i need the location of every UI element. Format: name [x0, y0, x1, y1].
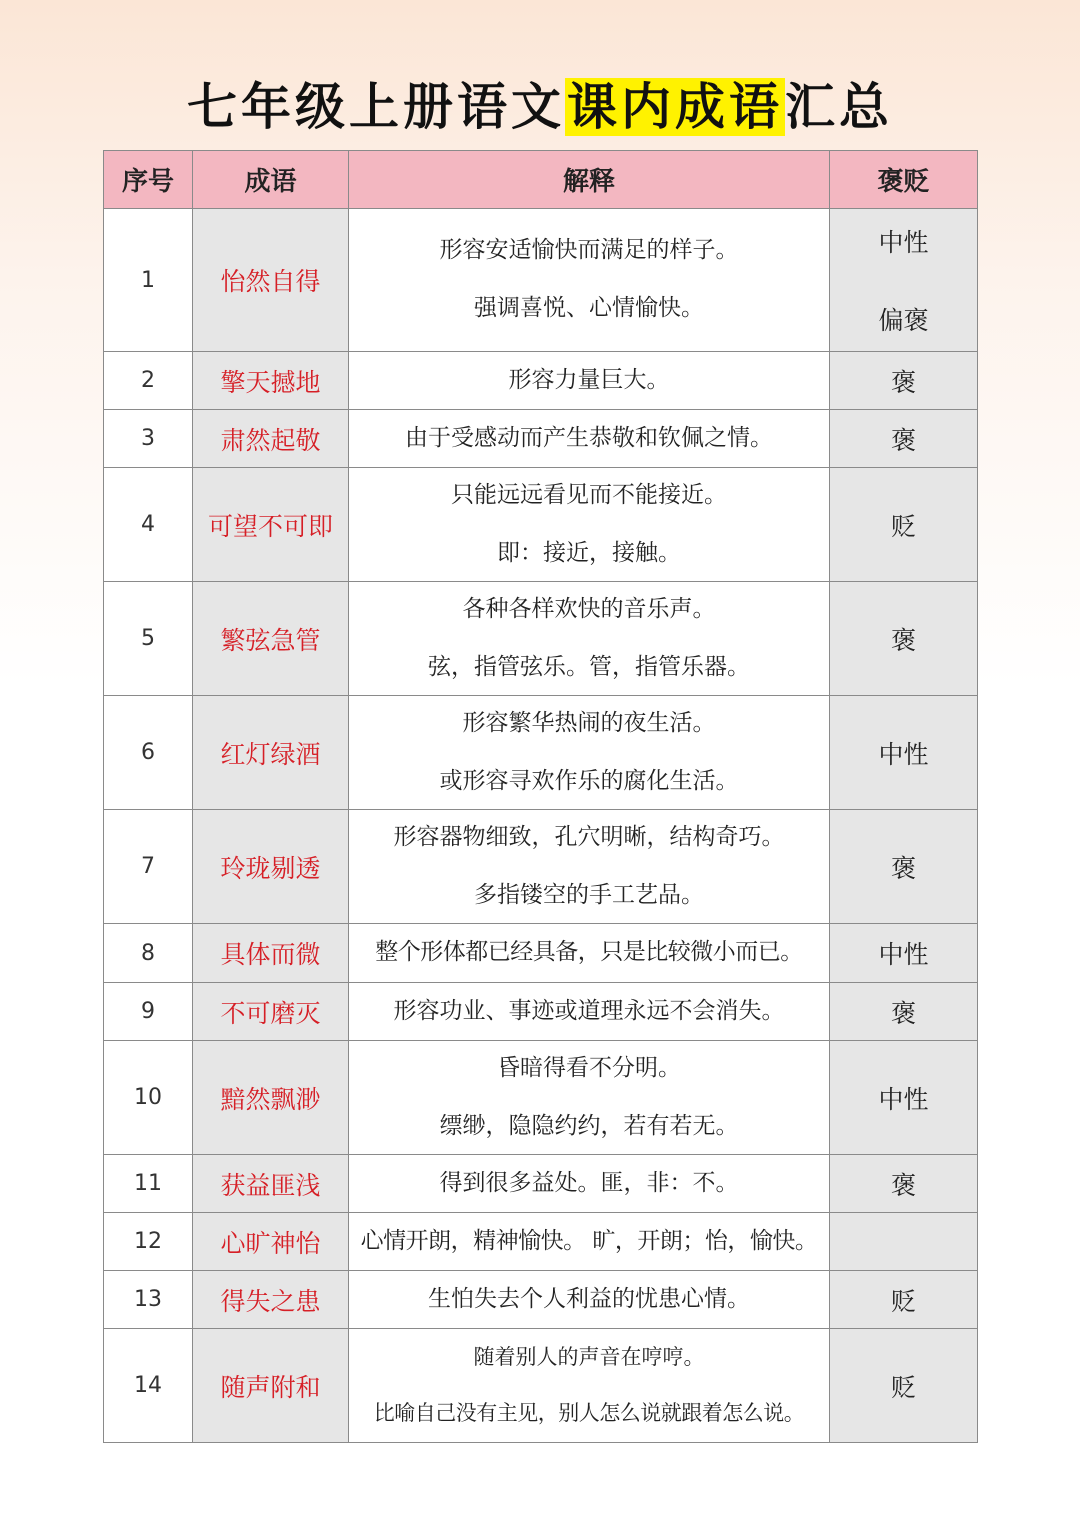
row-num: 14 [104, 1329, 193, 1443]
explanation-line1: 只能远远看见而不能接近。 [451, 481, 727, 508]
row-num: 2 [104, 352, 193, 410]
row-num: 12 [104, 1213, 193, 1271]
row-idiom: 得失之患 [193, 1271, 349, 1329]
explanation-line2: 即：接近，接触。 [497, 539, 681, 566]
table-row [104, 1329, 978, 1443]
idiom-table [103, 150, 978, 1443]
row-tag: 褒 [830, 582, 978, 696]
explanation-line1: 各种各样欢快的音乐声。 [462, 595, 716, 622]
row-idiom: 黯然飘渺 [193, 1041, 349, 1155]
explanation-line2: 或形容寻欢作乐的腐化生活。 [439, 767, 739, 794]
title-part2: 汇总 [785, 78, 893, 136]
row-idiom: 肃然起敬 [193, 410, 349, 468]
tag-line2: 偏褒 [878, 306, 929, 335]
row-idiom: 具体而微 [193, 924, 349, 983]
row-idiom: 获益匪浅 [193, 1155, 349, 1213]
header-idiom: 成语 [193, 151, 349, 209]
row-explanation [349, 1329, 830, 1443]
table-row [104, 696, 978, 810]
row-tag: 褒 [830, 810, 978, 924]
row-idiom: 不可磨灭 [193, 983, 349, 1041]
row-num: 9 [104, 983, 193, 1041]
row-idiom: 可望不可即 [193, 468, 349, 582]
row-explanation: 得到很多益处。匪，非：不。 [349, 1155, 830, 1213]
table-row [104, 352, 978, 410]
explanation-line2: 强调喜悦、心情愉快。 [474, 295, 704, 321]
row-tag: 中性 [830, 1041, 978, 1155]
explanation-line2: 弦，指管弦乐。管，指管乐器。 [428, 653, 750, 680]
row-tag: 贬 [830, 1329, 978, 1443]
explanation-line2: 多指镂空的手工艺品。 [474, 881, 704, 908]
row-num: 7 [104, 810, 193, 924]
table-row [104, 983, 978, 1041]
table-row [104, 810, 978, 924]
row-explanation [349, 696, 830, 810]
table-row [104, 209, 978, 352]
row-tag: 中性 [830, 696, 978, 810]
row-num: 13 [104, 1271, 193, 1329]
row-idiom: 玲珑剔透 [193, 810, 349, 924]
title-highlight: 课内成语 [567, 78, 783, 136]
row-idiom: 随声附和 [193, 1329, 349, 1443]
row-explanation [349, 209, 830, 352]
row-num: 10 [104, 1041, 193, 1155]
explanation-line2: 比喻自己没有主见，别人怎么说就跟着怎么说。 [373, 1400, 805, 1425]
row-explanation [349, 582, 830, 696]
row-tag: 褒 [830, 1155, 978, 1213]
explanation-line1: 随着别人的声音在哼哼。 [473, 1345, 705, 1370]
table-row [104, 924, 978, 983]
table-row [104, 1271, 978, 1329]
row-num: 4 [104, 468, 193, 582]
row-idiom: 怡然自得 [193, 209, 349, 352]
row-tag [830, 1213, 978, 1271]
table-row [104, 582, 978, 696]
row-num: 8 [104, 924, 193, 983]
explanation-line1: 形容繁华热闹的夜生活。 [462, 709, 716, 736]
row-idiom: 心旷神怡 [193, 1213, 349, 1271]
row-num: 1 [104, 209, 193, 352]
row-tag [830, 209, 978, 352]
explanation-line2: 缥缈，隐隐约约，若有若无。 [439, 1112, 739, 1139]
table-row [104, 1213, 978, 1271]
header-num: 序号 [104, 151, 193, 209]
row-tag: 褒 [830, 352, 978, 410]
row-explanation: 形容功业、事迹或道理永远不会消失。 [349, 983, 830, 1041]
row-explanation: 生怕失去个人利益的忧患心情。 [349, 1271, 830, 1329]
table-row [104, 1155, 978, 1213]
row-idiom: 擎天撼地 [193, 352, 349, 410]
row-idiom: 繁弦急管 [193, 582, 349, 696]
table-row [104, 410, 978, 468]
row-tag: 褒 [830, 983, 978, 1041]
row-num: 6 [104, 696, 193, 810]
table-row [104, 468, 978, 582]
tag-line1: 中性 [878, 228, 929, 257]
row-explanation [349, 1041, 830, 1155]
row-explanation: 由于受感动而产生恭敬和钦佩之情。 [349, 410, 830, 468]
explanation-line1: 形容器物细致，孔穴明晰，结构奇巧。 [393, 823, 785, 850]
row-num: 5 [104, 582, 193, 696]
page-title [0, 62, 1080, 152]
header-explanation: 解释 [349, 151, 830, 209]
row-tag: 贬 [830, 1271, 978, 1329]
row-tag: 褒 [830, 410, 978, 468]
table-row [104, 1041, 978, 1155]
row-explanation: 心情开朗，精神愉快。 旷，开朗；怡，愉快。 [349, 1213, 830, 1271]
row-explanation [349, 468, 830, 582]
row-explanation [349, 810, 830, 924]
explanation-line1: 形容安适愉快而满足的样子。 [439, 237, 739, 264]
row-tag: 中性 [830, 924, 978, 983]
table-header-row [104, 151, 978, 209]
row-explanation: 整个形体都已经具备，只是比较微小而已。 [349, 924, 830, 983]
row-idiom: 红灯绿酒 [193, 696, 349, 810]
explanation-line1: 昏暗得看不分明。 [497, 1054, 681, 1081]
row-explanation: 形容力量巨大。 [349, 352, 830, 410]
header-tag: 褒贬 [830, 151, 978, 209]
row-tag: 贬 [830, 468, 978, 582]
row-num: 3 [104, 410, 193, 468]
row-num: 11 [104, 1155, 193, 1213]
title-part1: 七年级上册语文 [187, 78, 565, 136]
